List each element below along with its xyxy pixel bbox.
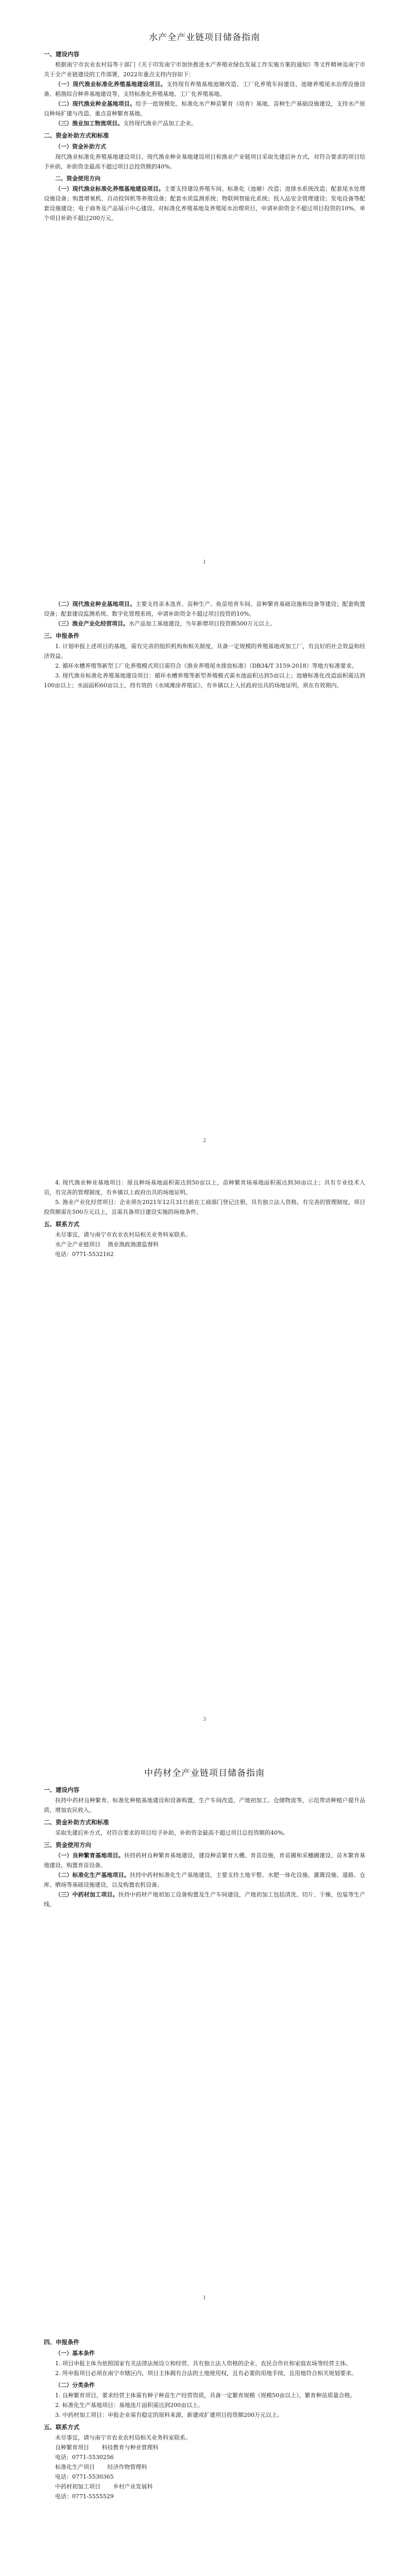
doc1-s3-5: 5. 渔业产业化经营项目：企业须在2021年12月31日前在工商部门登记注册，具有独立法人资格，有完善的管理制度，项目投资额需在500万元以上，且需具备项目建设实施的场地条件。 <box>44 1199 365 1215</box>
doc2-s5-intro: 未尽事宜，请与南宁市农业农村局相关业务科室联系。 <box>55 2434 191 2441</box>
doc2-s4-1-title: （一）基本条件 <box>55 2350 95 2357</box>
doc1-s2-2-c-title: （三）渔业产业化经营项目。 <box>55 620 129 627</box>
doc1-s2-1-body: 现代渔业标准化养殖基地建设项目、现代渔业种业基地建设项目和渔业产业链项目采取先建后补方式，对符合要求的项目给予补助，补助资金最高不超过项目总投资额的40%。 <box>44 154 365 170</box>
doc1-s2-2-a <box>44 184 365 223</box>
page-4 <box>0 1736 409 2314</box>
doc1-s1-intro: 根据南宁市农业农村局等十部门《关于印发南宁市加快推进水产养殖业绿色发展工作实施方案的通知》等文件精神及南宁市关于全产业链建设的工作部署，2022年重点支持内容如下： <box>44 61 365 78</box>
doc2-contact-2: 标准化生产项目 经济作物管理科 <box>55 2464 147 2470</box>
doc1-s1-3-title: （三）渔业加工物流项目。 <box>55 120 123 127</box>
doc1-s2-head: 二、资金补助方式和标准 <box>44 132 109 139</box>
doc1-s2-1-title: （一）资金补助方式 <box>55 143 106 150</box>
doc2-s5-head: 五、联系方式 <box>44 2424 79 2431</box>
doc2-s3-1-body: 扶持药材良种繁育基地建设，建设种苗繁育大棚、育苗设施，育苗圃和采穗圃建设、苗木繁育基地建设，购置育苗设备。 <box>44 1852 365 1869</box>
doc2-s1-intro: 扶持中药材良种繁育、标准化种植基地建设和设备购置，生产车间改造，产地初加工、仓储物流等，示范带动种植户提升品质，增加农民收入。 <box>44 1797 365 1814</box>
page-5 <box>0 2314 409 2576</box>
doc2-s4-2-1: 1. 良种繁育项目，要求经营主体需有种子种苗生产经营资质，具备一定繁育规模（规模50亩以上），繁育种苗质量合格。 <box>55 2392 356 2399</box>
doc1-s3-3: 3. 现代渔业标准化养殖基地建设项目：循环水槽养殖等新型养殖模式需水池面积达到5亩以上；池塘标准化改造面积需达到100亩以上；水面面积60亩以上，持有效的《水域滩涂养殖证》，有乡镇以上人民政府出具的场地证明，须在有效期内。 <box>44 672 365 689</box>
doc2-s4-2-title: （二）分类条件 <box>55 2382 95 2388</box>
doc2-s3-2-title: （二）标准化生产基地项目。 <box>55 1872 130 1878</box>
doc1-s4-head: 五、联系方式 <box>44 1221 79 1228</box>
doc1-s3-4: 4. 现代渔业种业基地项目：原良种场基地面积需达到50亩以上，苗种繁育场基地面积需达到30亩以上；具有专业技术人员，有完善的管理制度，有乡镇以上政府出具的场地证明。 <box>44 1179 365 1196</box>
doc2-contact-3: 中药材初加工项目 乡村产业发展科 <box>55 2483 153 2490</box>
doc2-contact-3-tel: 电话：0771-5555529 <box>55 2493 114 2500</box>
doc1-s3-2: 2. 循环水槽养殖等新型工厂化养殖模式项目需符合《渔业养殖尾水排放标准》（DB34/T 3159-2018）等地方标准要求。 <box>55 663 357 669</box>
doc1-s1-1-title: （一）现代渔业标准化养殖基地建设项目。 <box>55 81 166 88</box>
doc1-s1-2-body: 给予一批规模化、标准化水产种苗繁育（培育）基地、苗种生产基础设施建设，支持水产原良种场扩建与改造、重点苗种繁育基地。 <box>44 100 366 117</box>
doc1-s2-2-a-body: 主要支持建设养殖车间、标准化（池塘）改造；进排水系统改造；配套尾水处理设施设备；购置增氧机、自动投饵机等养殖设备；配套水质监测系统；物联网智能化系统；投入品安全管理建设；发电设备等配套设施建设；电子商务及产品展示中心建设。对标准化养殖基地及养殖尾水治理项目，申请补助资金不超过项目投资的10%，单个项目补助不超过200万元。 <box>44 185 366 222</box>
page-2 <box>0 579 409 1157</box>
doc2-s2-head: 二、资金补助方式和标准 <box>44 1819 109 1826</box>
doc1-s1-1-body: 支持现有养殖基地池塘改造、工厂化养殖车间建设、池塘养殖尾水治理设施设备、稻渔综合种养基地建设等，支持标准化养殖基地、工厂化养殖基地。 <box>44 81 366 97</box>
doc2-s1-head: 一、建设内容 <box>44 1786 79 1793</box>
page-number: 1 <box>202 2295 207 2301</box>
doc2-s3-2-body: 扶持中药材标准化生产基地建设，主要支持土地平整、水肥一体化设施、灌溉设施、道路、仓库、晒场等基础设施建设，以及购置农机设备。 <box>44 1872 366 1888</box>
doc1-s1-1 <box>44 79 365 99</box>
doc2-s2-body: 采取先建后补方式，对符合要求的项目给予补助，补助资金最高不超过项目总投资额的40%。 <box>55 1829 289 1836</box>
page-number: 2 <box>202 1138 207 1144</box>
doc2-s3-1 <box>44 1851 365 1870</box>
doc2-s4-1-2: 2. 所申报项目必须在南宁市辖区内，项目主体拥有合法的土地使用权，且有必要的用地手续，且用地符合相关规划要求。 <box>55 2370 357 2377</box>
doc2-s4-2-3: 3. 中药材加工项目：申报企业需有稳定的原料来源，新建或扩建项目投资额200万元以上。 <box>55 2412 283 2418</box>
page-number: 1 <box>202 560 207 565</box>
doc2-s4-head: 四、申报条件 <box>44 2338 79 2346</box>
page-3 <box>0 1157 409 1736</box>
doc2-title: 中药材全产业链项目储备指南 <box>144 1768 265 1778</box>
doc1-s1-2-title: （二）现代渔业种业基地项目。 <box>55 100 136 107</box>
doc1-s2-2-b <box>44 599 365 619</box>
doc2-contact-1-tel: 电话：0771-5530256 <box>55 2454 114 2461</box>
doc1-s2-2-title: 二、资金使用方向 <box>55 175 100 182</box>
doc1-title: 水产全产业链项目储备指南 <box>149 32 260 43</box>
doc2-s4-1-1: 1. 项目申报主体为依照国家有关法律法规设立和经营，具有独立法人资格的企业、农民合作社和家庭农场等经营主体。 <box>55 2360 351 2367</box>
doc1-s1-3-body: 支持现代渔业产品加工企业。 <box>123 120 197 127</box>
doc1-s2-2-b-title: （二）现代渔业种业基地项目。 <box>55 601 136 607</box>
doc1-s2-2-b-body: 主要支持亲本选育、苗种生产、鱼苗培育车间、苗种繁育基础设施和设备等建设；配套购置设备；配套建设监测系统、数字化管理系统，申请补助资金不超过项目投资的10%。 <box>44 601 366 617</box>
doc2-s4-2-2: 2. 标准化生产基地项目：基地连片面积需达到200亩以上。 <box>55 2402 203 2409</box>
doc2-s3-2 <box>44 1870 365 1890</box>
doc2-s3-3 <box>44 1890 365 1909</box>
doc1-s2-2-c <box>44 619 365 629</box>
doc1-s1-2 <box>44 99 365 118</box>
doc1-s1-3 <box>44 118 365 128</box>
doc1-s3-head: 三、申报条件 <box>44 632 79 639</box>
doc1-s4-dept: 水产全产业链项目 渔业渔政渔港监督科 <box>55 1241 159 1248</box>
doc1-s3-1: 1. 计划申报上述项目的基地，需有完善的组织机构和相关制度，具备一定规模的养殖基地或加工厂，有良好的社会效益和经济效益。 <box>44 643 365 659</box>
doc1-s4-tel: 电话：0771-5532162 <box>55 1251 114 1258</box>
doc1-s4-intro: 未尽事宜，请与南宁市农业农村局相关业务科室联系。 <box>55 1231 191 1238</box>
doc1-s2-2-c-body: 水产品加工基地建设，当年新增项目投资额500万元以上。 <box>129 620 276 627</box>
page-number: 3 <box>202 1717 207 1722</box>
page-1 <box>0 0 409 579</box>
doc2-contact-1: 良种繁育项目 科技教育与种业管理科 <box>55 2444 159 2451</box>
doc2-s3-1-title: （一）良种繁育基地项目。 <box>55 1852 124 1859</box>
doc2-s3-head: 三、资金使用方向 <box>44 1841 91 1849</box>
doc2-s3-3-body: 扶持中药材产地初加工设备购置及生产车间建设，产地初加工包括清洗、切片、干燥、包装等生产线。 <box>44 1891 366 1908</box>
doc2-contact-2-tel: 电话：0771-5530365 <box>55 2473 114 2480</box>
doc1-s2-2-a-title: （一）现代渔业标准化养殖基地建设项目。 <box>55 185 164 192</box>
doc2-s3-3-title: （三）中药材加工项目。 <box>55 1891 118 1898</box>
doc1-s1-head: 一、建设内容 <box>44 50 79 58</box>
